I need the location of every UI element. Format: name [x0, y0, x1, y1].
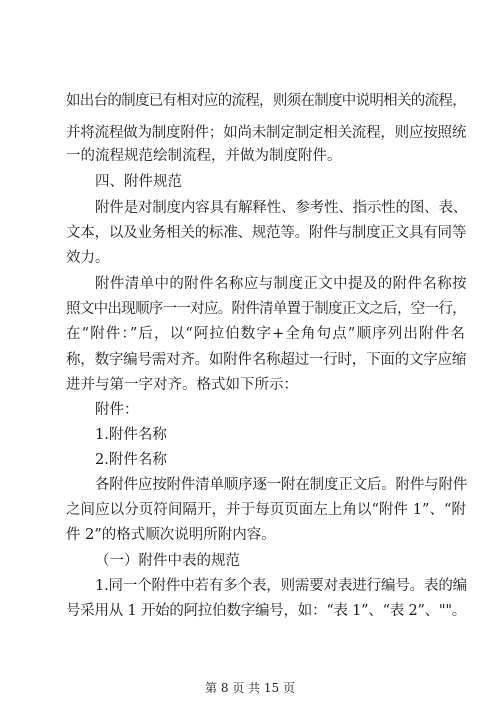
text-line: 文本，以及业务相关的标准、规范等。附件与制度正文具有同等	[66, 225, 466, 241]
text-line: 件 2”的格式顺次说明所附内容。	[66, 527, 276, 543]
attachment-item: 2.附件名称	[95, 452, 167, 468]
text-line: 进并与第一字对齐。格式如下所示：	[66, 377, 298, 393]
section-heading: 四、附件规范	[95, 174, 182, 190]
text-line: 1.同一个附件中若有多个表，则需要对表进行编号。表的编	[95, 578, 467, 594]
text-line: 各附件应按附件清单顺序逐一附在制度正文后。附件与附件	[95, 477, 467, 493]
text-line: 之间应以分页符间隔开，并于每页页面左上角以“附件 1”、“附	[66, 502, 466, 518]
text-line: 在“附件：”后，以“阿拉伯数字+全角句点”顺序列出附件名	[66, 326, 466, 342]
text-line: 附件清单中的附件名称应与制度正文中提及的附件名称按	[95, 276, 467, 292]
page-footer: 第 8 页 共 15 页	[205, 681, 295, 695]
attachment-label: 附件：	[95, 402, 139, 418]
attachment-item: 1.附件名称	[95, 427, 167, 443]
subsection-heading: （一）附件中表的规范	[95, 553, 240, 569]
text-line: 并将流程做为制度附件；如尚未制定制定相关流程，则应按照统	[66, 125, 466, 141]
text-line: 效力。	[66, 250, 110, 266]
text-line: 照文中出现顺序一一对应。附件清单置于制度正文之后，空一行，	[66, 301, 466, 317]
text-line: 称，数字编号需对齐。如附件名称超过一行时，下面的文字应缩	[66, 352, 466, 368]
text-line: 一的流程规范绘制流程，并做为制度附件。	[66, 148, 342, 164]
text-line: 附件是对制度内容具有解释性、参考性、指示性的图、表、	[95, 200, 467, 216]
text-line: 如出台的制度已有相对应的流程，则须在制度中说明相关的流程，	[66, 93, 466, 109]
text-line: 号采用从 1 开始的阿拉伯数字编号，如：“表 1”、“表 2”、""。	[66, 603, 466, 619]
